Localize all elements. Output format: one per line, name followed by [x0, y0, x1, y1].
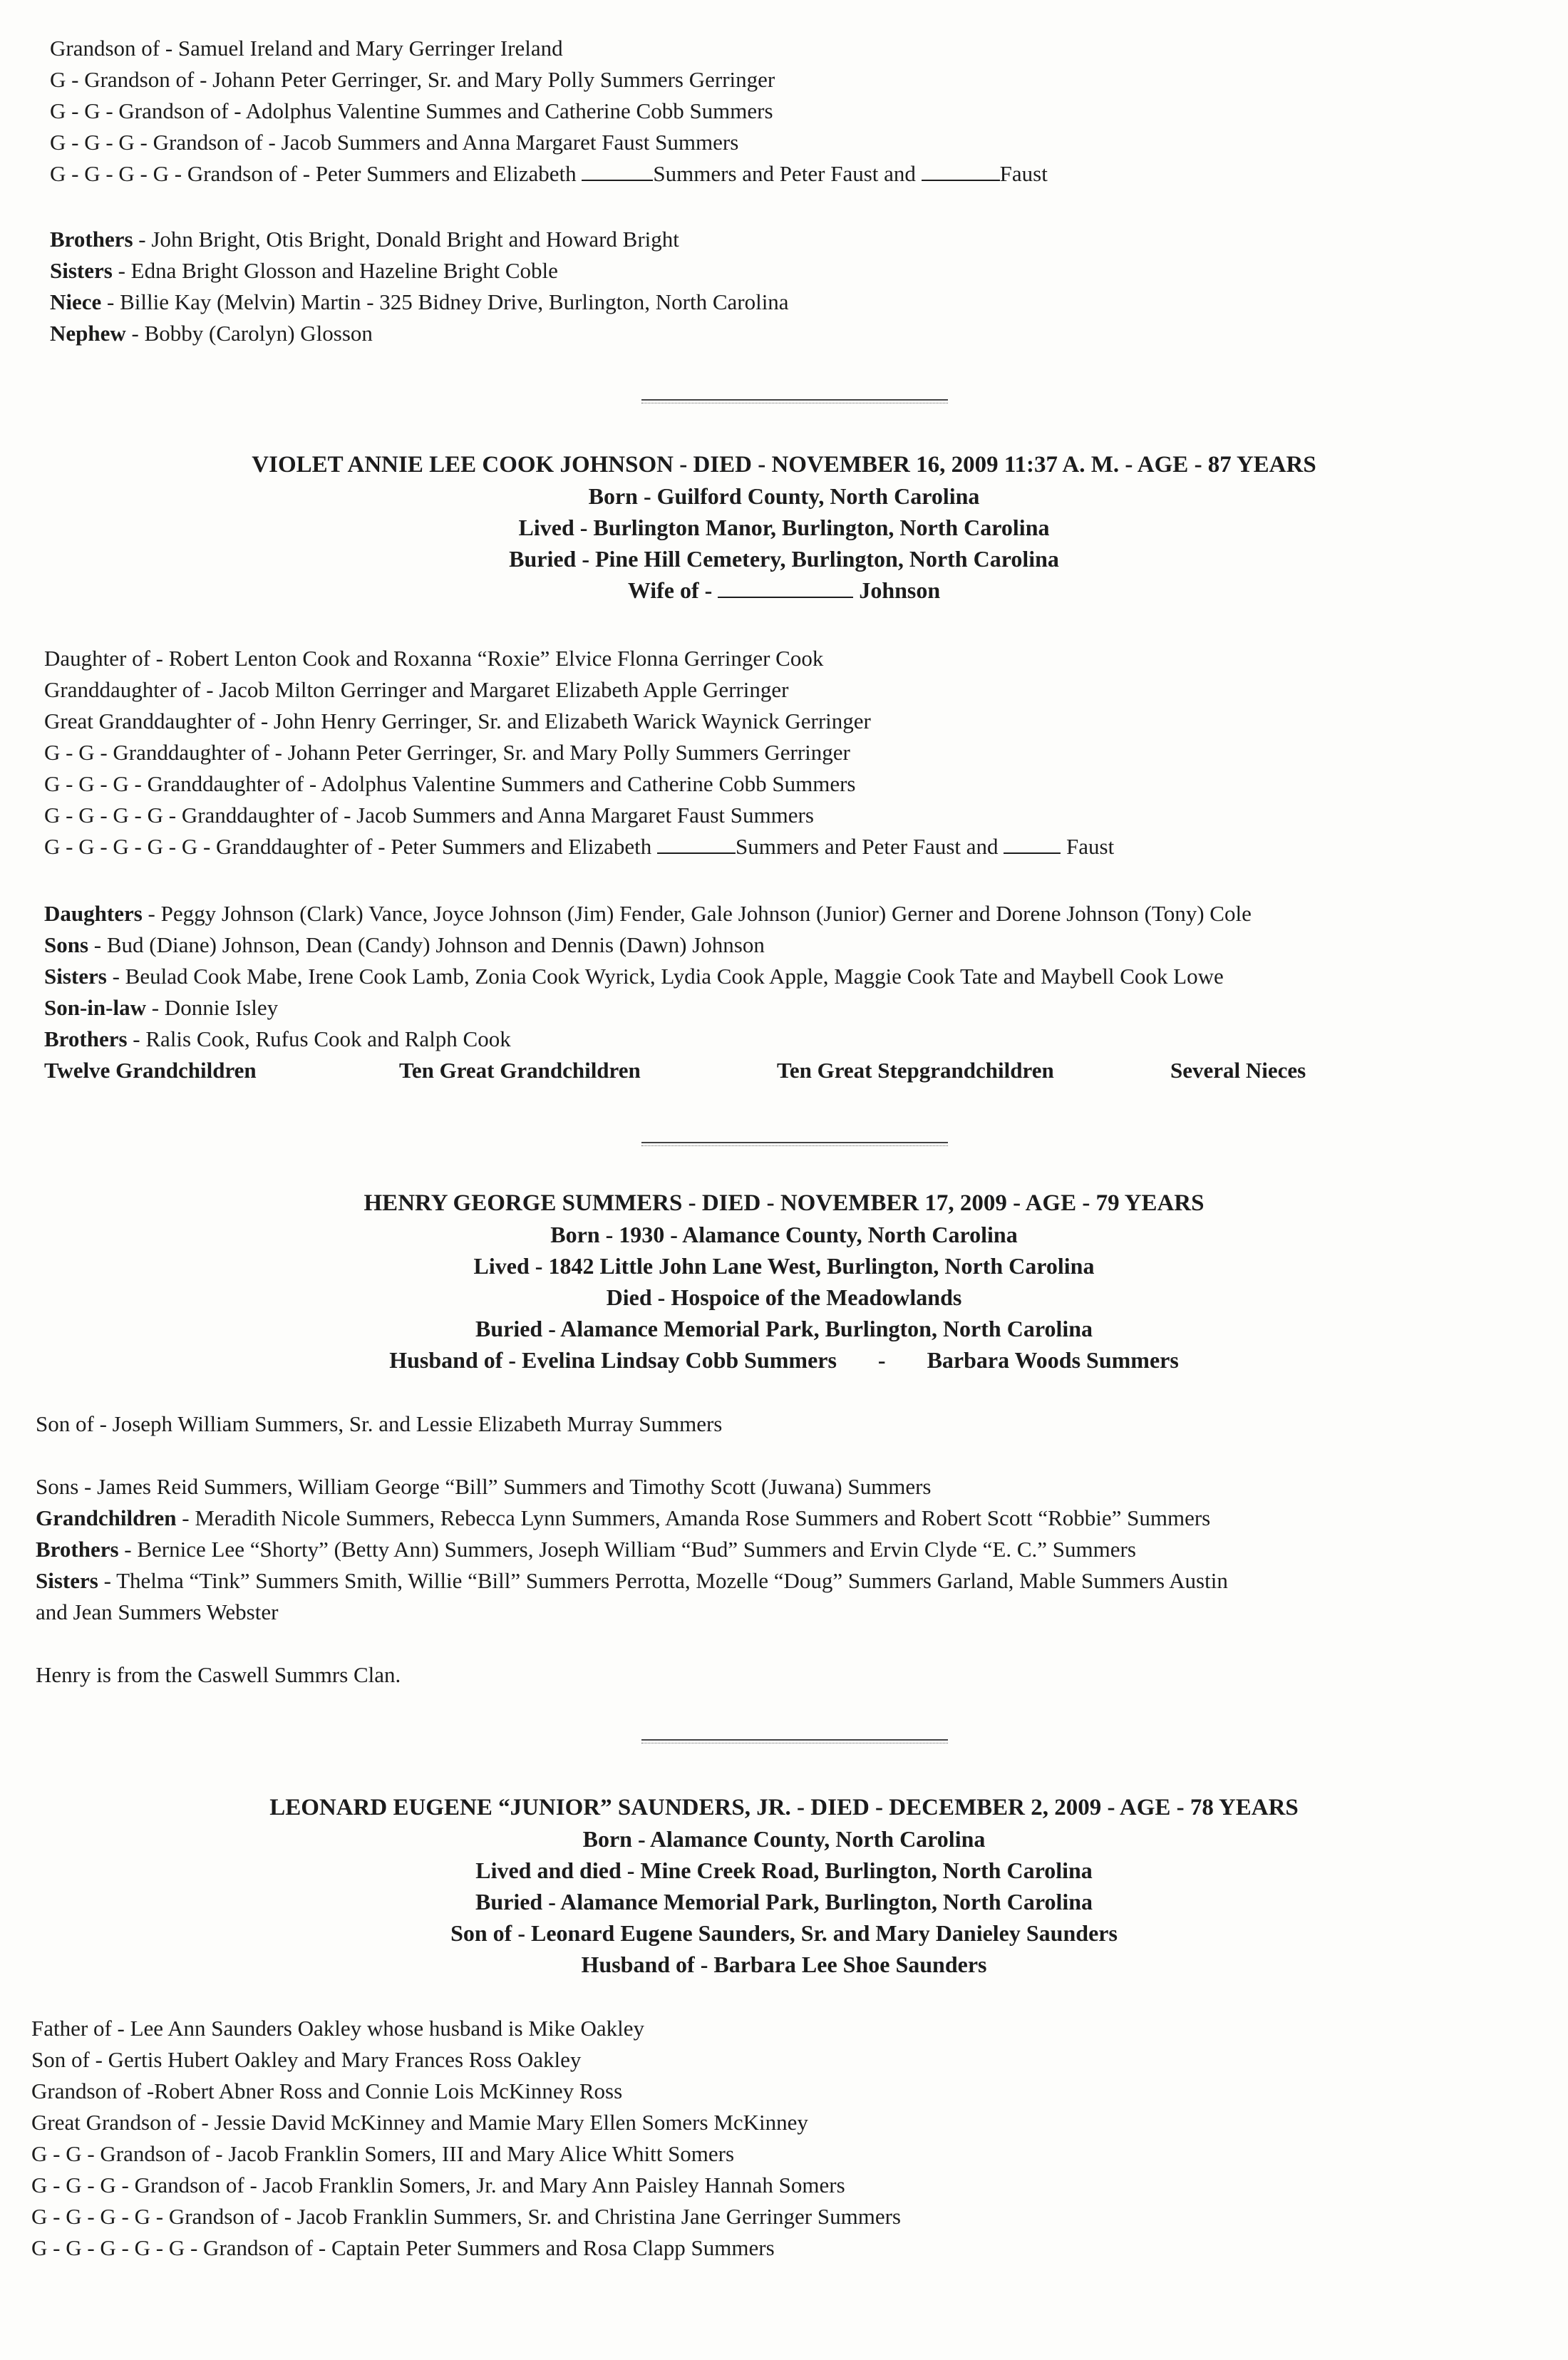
relative-text: - Bobby (Carolyn) Glosson: [125, 321, 373, 346]
section-divider: [641, 399, 948, 401]
ancestry-text: Faust: [1066, 834, 1115, 859]
relative-text: - Bud (Diane) Johnson, Dean (Candy) Johnson and Dennis (Dawn) Johnson: [88, 932, 765, 957]
obituary-detail: Buried - Alamance Memorial Park, Burlington, North Carolina: [475, 1316, 1093, 1341]
obituary-detail: Died - Hospoice of the Meadowlands: [606, 1284, 962, 1310]
relative-label: Sisters: [50, 258, 113, 283]
ancestry-text: G - G - G - G - G - Granddaughter of - Peter Summers and Elizabeth: [44, 834, 652, 859]
relative-label: Niece: [50, 289, 102, 314]
section-divider: [641, 1739, 948, 1741]
grandchildren-count: Ten Great Grandchildren: [399, 1058, 641, 1083]
relatives-line: [50, 225, 679, 254]
detail-text: Wife of -: [627, 577, 713, 603]
relatives-line: [44, 931, 765, 959]
obituary-detail: Son of - Leonard Eugene Saunders, Sr. and Mary Danieley Saunders: [450, 1920, 1118, 1946]
relative-label: Son-in-law: [44, 995, 146, 1020]
clan-note: Henry is from the Caswell Summrs Clan.: [36, 1662, 401, 1687]
blank-line: [657, 834, 736, 854]
ancestry-line: G - G - Granddaughter of - Johann Peter Gerringer, Sr. and Mary Polly Summers Gerringer: [44, 740, 850, 765]
ancestry-line: [50, 160, 1048, 188]
obituary-detail: [0, 576, 1568, 604]
ancestry-text: Faust: [999, 161, 1048, 186]
detail-text: Barbara Woods Summers: [927, 1347, 1179, 1373]
obituary-detail: [0, 1346, 1568, 1374]
relative-label: Daughters: [44, 901, 143, 926]
detail-text: -: [877, 1347, 886, 1373]
relatives-line: [36, 1567, 1228, 1595]
ancestry-line: G - G - G - G - G - Grandson of - Captain Peter Summers and Rosa Clapp Summers: [31, 2235, 775, 2260]
relative-text: - Ralis Cook, Rufus Cook and Ralph Cook: [127, 1026, 511, 1051]
obituary-title: HENRY GEORGE SUMMERS - DIED - NOVEMBER 17, 2009 - AGE - 79 YEARS: [363, 1190, 1205, 1216]
grandchildren-count: Several Nieces: [1170, 1058, 1306, 1083]
ancestry-line: G - G - G - Grandson of - Jacob Franklin Somers, Jr. and Mary Ann Paisley Hannah Somers: [31, 2173, 845, 2197]
relative-text: - Thelma “Tink” Summers Smith, Willie “Bill” Summers Perrotta, Mozelle “Doug” Summers Garland, Mable Summers Austin: [98, 1568, 1228, 1593]
relatives-line: [44, 900, 1252, 928]
relatives-line: [44, 1025, 511, 1053]
obituary-title: LEONARD EUGENE “JUNIOR” SAUNDERS, JR. - DIED - DECEMBER 2, 2009 - AGE - 78 YEARS: [269, 1795, 1299, 1820]
relative-text: - Donnie Isley: [145, 995, 279, 1020]
obituary-detail: Lived - 1842 Little John Lane West, Burlington, North Carolina: [473, 1253, 1095, 1279]
relatives-line: [44, 962, 1224, 991]
relative-text: - Edna Bright Glosson and Hazeline Bright Coble: [112, 258, 558, 283]
ancestry-line: Granddaughter of - Jacob Milton Gerringer and Margaret Elizabeth Apple Gerringer: [44, 677, 789, 702]
relatives-line: [50, 288, 789, 316]
relative-text: - Meradith Nicole Summers, Rebecca Lynn Summers, Amanda Rose Summers and Robert Scott “Robbie” Summers: [176, 1505, 1211, 1530]
ancestry-line: Father of - Lee Ann Saunders Oakley whose husband is Mike Oakley: [31, 2016, 645, 2041]
ancestry-text: Summers and Peter Faust and: [653, 161, 916, 186]
relatives-line: and Jean Summers Webster: [36, 1599, 279, 1624]
ancestry-line: Grandson of - Samuel Ireland and Mary Gerringer Ireland: [50, 36, 563, 61]
obituary-detail: Born - 1930 - Alamance County, North Carolina: [550, 1222, 1018, 1247]
ancestry-line: Grandson of -Robert Abner Ross and Connie Lois McKinney Ross: [31, 2078, 623, 2103]
ancestry-line: G - G - G - Grandson of - Jacob Summers and Anna Margaret Faust Summers: [50, 130, 739, 155]
relatives-line: [36, 1504, 1210, 1532]
relatives-line: [50, 257, 558, 285]
ancestry-line: Son of - Gertis Hubert Oakley and Mary Frances Ross Oakley: [31, 2047, 582, 2072]
obituary-detail: Lived and died - Mine Creek Road, Burlington, North Carolina: [475, 1857, 1093, 1883]
grandchildren-count: Twelve Grandchildren: [44, 1058, 257, 1083]
grandchildren-count: Ten Great Stepgrandchildren: [777, 1058, 1054, 1083]
relative-label: Brothers: [36, 1537, 119, 1562]
detail-text: Husband of - Evelina Lindsay Cobb Summers: [389, 1347, 837, 1373]
relative-label: Sisters: [44, 964, 107, 989]
ancestry-line: G - G - G - G - Grandson of - Jacob Franklin Summers, Sr. and Christina Jane Gerringer Summers: [31, 2204, 901, 2229]
ancestry-line: G - G - G - G - Granddaughter of - Jacob Summers and Anna Margaret Faust Summers: [44, 803, 814, 828]
ancestry-text: Summers and Peter Faust and: [736, 834, 999, 859]
blank-line: [922, 161, 1000, 181]
ancestry-line: Great Grandson of - Jessie David McKinney and Mamie Mary Ellen Somers McKinney: [31, 2110, 808, 2135]
obituary-detail: Buried - Pine Hill Cemetery, Burlington, North Carolina: [509, 546, 1059, 572]
obituary-detail: Buried - Alamance Memorial Park, Burlington, North Carolina: [475, 1889, 1093, 1915]
relative-text: - Bernice Lee “Shorty” (Betty Ann) Summers, Joseph William “Bud” Summers and Ervin Clyde “E. C.” Summers: [118, 1537, 1136, 1562]
blank-line: [582, 161, 653, 181]
ancestry-line: [44, 833, 1114, 861]
ancestry-line: Daughter of - Robert Lenton Cook and Roxanna “Roxie” Elvice Flonna Gerringer Cook: [44, 646, 824, 671]
relative-text: - Peggy Johnson (Clark) Vance, Joyce Johnson (Jim) Fender, Gale Johnson (Junior) Gerner and Dorene Johnson (Tony) Cole: [142, 901, 1252, 926]
blank-line: [718, 578, 853, 598]
relative-text: - Beulad Cook Mabe, Irene Cook Lamb, Zonia Cook Wyrick, Lydia Cook Apple, Maggie Cook Tate and Maybell Cook Lowe: [106, 964, 1224, 989]
obituary-detail: Born - Alamance County, North Carolina: [582, 1826, 986, 1852]
obituary-detail: Lived - Burlington Manor, Burlington, North Carolina: [518, 515, 1050, 540]
ancestry-text: G - G - G - G - Grandson of - Peter Summers and Elizabeth: [50, 161, 577, 186]
relatives-line: Sons - James Reid Summers, William George “Bill” Summers and Timothy Scott (Juwana) Summers: [36, 1474, 932, 1499]
relative-text: - Billie Kay (Melvin) Martin - 325 Bidney Drive, Burlington, North Carolina: [101, 289, 789, 314]
obituary-detail: Born - Guilford County, North Carolina: [588, 483, 980, 509]
section-divider: [641, 1142, 948, 1143]
ancestry-line: G - G - Grandson of - Jacob Franklin Somers, III and Mary Alice Whitt Somers: [31, 2141, 735, 2166]
blank-line: [1004, 834, 1061, 854]
ancestry-line: G - G - Grandson of - Adolphus Valentine Summes and Catherine Cobb Summers: [50, 98, 773, 123]
ancestry-line: Son of - Joseph William Summers, Sr. and Lessie Elizabeth Murray Summers: [36, 1411, 723, 1436]
relative-label: Brothers: [44, 1026, 128, 1051]
relative-label: Sisters: [36, 1568, 98, 1593]
relative-label: Grandchildren: [36, 1505, 177, 1530]
obituary-title: VIOLET ANNIE LEE COOK JOHNSON - DIED - NOVEMBER 16, 2009 11:37 A. M. - AGE - 87 YEARS: [252, 452, 1316, 478]
relative-label: Sons: [44, 932, 89, 957]
ancestry-line: G - Grandson of - Johann Peter Gerringer, Sr. and Mary Polly Summers Gerringer: [50, 67, 775, 92]
ancestry-line: Great Granddaughter of - John Henry Gerringer, Sr. and Elizabeth Warick Waynick Gerringer: [44, 708, 871, 733]
relative-text: - John Bright, Otis Bright, Donald Bright and Howard Bright: [133, 227, 679, 252]
detail-text: Johnson: [859, 577, 941, 603]
ancestry-line: G - G - G - Granddaughter of - Adolphus Valentine Summers and Catherine Cobb Summers: [44, 771, 856, 796]
relatives-line: [44, 994, 278, 1022]
relatives-line: [36, 1535, 1136, 1564]
relative-label: Nephew: [50, 321, 126, 346]
relatives-line: [50, 319, 373, 348]
obituary-detail: Husband of - Barbara Lee Shoe Saunders: [581, 1952, 987, 1977]
relative-label: Brothers: [50, 227, 133, 252]
